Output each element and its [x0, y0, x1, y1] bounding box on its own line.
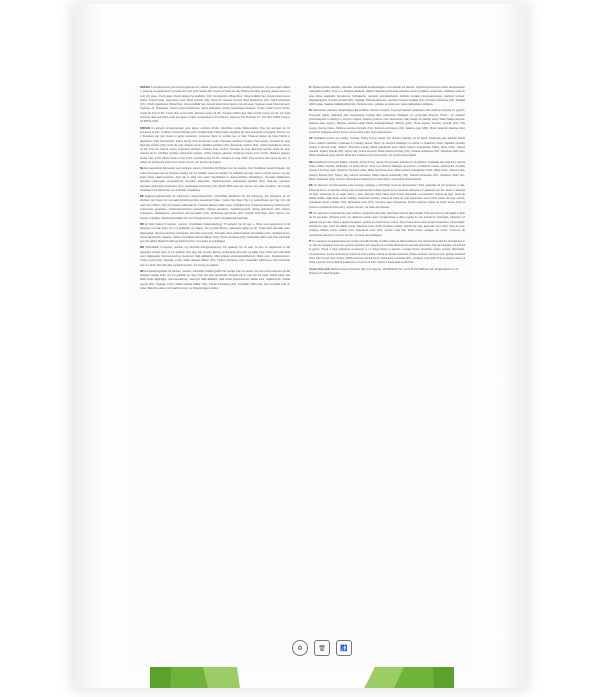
recycle-symbol-icon: ♻: [292, 640, 308, 656]
label-paragraph-pl: [309, 109, 465, 135]
label-paragraph-sk: [309, 161, 465, 182]
label-text: Een aanvullend diervoeder voor konijnen, cavia's, chinchilla's Richtlijnen voor de voeding: Voor huisdieren vanaf 10 weken. Als snack toevoegen aan de normale voeding van uw huisdier. Geef uw huisdier 1-2 traktaties per dag. Voor en na het openen, op een koele droge plaats bewaren. Zorg dat er altijd vers water beschikbaar is. Samenstelling: Tarwebloem, Gemalen alfalfa-hooi, Gemalen gedroogde sint-jansbrood, Gemalen doperwten, Sojabonenmeel, Gedroogde spinazie (4%), Soja-olie, Lijnzaad, Gemalen gedroogde bosbessen (1%), Gedroogde echinacea (1%). Bevat GMO-soja. Kan sporen van noten bevatten. Ten minste houdbaar tot & batchcode: zie onderkant verpakking.: [140, 167, 290, 192]
language-code: SE: [140, 269, 144, 273]
distributor-contact: [309, 268, 465, 277]
label-paragraph-dk: [140, 223, 290, 244]
label-text: Tilskuddsfôr til kaniner, marsvin og chinchilla Fôringsveiledning: For kjæledyr fra 10 uker. Gi som et supplement til ditt kjæledyrs vanlige diett. Gi 1-2 godbiter hver dag. Før og etter åpning: oppbevares på et tørt og kjølig sted. Friskt vann skal alltid være tilgjengelig. Sammensetning: Hvetemel, Malt alfalfahøy, Malt tørkede johannesbrødbønner, Malte erter, Soyabønnemel, Tørket spinat (4%), Soyaolje, Linfrø, Malte tørkede blåbær (1%), Tørket echinacea (1%). Inneholder GMO-soya. Kan inneholde spor av nøtter. Best før-dato og batchnummer: se bunnen av pakken.: [140, 246, 290, 267]
label-paragraph-uk-usa: [140, 86, 290, 125]
label-text: A complementary pet food supplement for rabbits, guinea pigs and chinchillas Feeding Directions: For pets aged 10wks +. Feed as a supplement to complement your pet's regular diet. Feed 1-2 treats per day. Before and after opening please store in a cool, dry place. Fresh water should always be available. (UK) Composition: Wheat flour, Ground alfalfa hay, Ground dried locust beans, Ground peas, Soya bean meal, Dried spinach (4%), Soya oil, Linseed, Ground dried blueberries (1%), Dried echinacea (1%). (USA) Ingredients: Wheat flour, Ground alfalfa hay, Ground dried locust beans, Ground peas, Soybean meal, Dried spinach, Soybean oil, Flaxseeds, Ground dried blueberries, Dried echinacea. (USA) Guaranteed Analysis: Crude protein (min) 12.0%, Crude fat (min) 2.5%, Crude fibre (max) 9.0%, Moisture (max) 12.0%. Contains GMO soya. May contain traces of nuts. For feed business data and batch code see base of pack. Guaranteed in the USA by: Supreme Pet Products Inc, P.O. Box 31452 Tucson, AZ 85751-1452: [140, 86, 290, 124]
label-paragraph-se: [140, 270, 290, 291]
label-paragraph-fi: [309, 86, 465, 107]
label-paragraph-fr-can: [140, 127, 290, 166]
label-paragraph-no: [140, 246, 290, 267]
language-code: SK: [309, 160, 313, 164]
label-text: Et foder tilskud til kaniner, marsvin, chinchillaer Foderveiledning: Til kæledyr fra 10 uger +. Brug som supplement til dit kæledyrs normale foder. Giv 1-2 godbidder om dagen. Før og efter åbning, opbevares køligt og tørt. Friskt vand skal altid være tilgængeligt. Sammensætning: Hvedemel, Formalet lucernehø, Formalet tørret johannesbrød, Formalede ærter, Sojabønnemel, Tørret spinat (4%), Sojaolie, Hørfrø, Formalede tørrede blåbær (1%), Tørret echinacea (1%). Indeholder GMO-soja. Kan indeholde spor af nødder. Bedst før dato og batchnummer: se bunden af emballagen.: [140, 222, 290, 244]
label-paragraph-es: [309, 184, 465, 210]
contact-region: South Africa (ZA): [309, 267, 331, 271]
label-text: Ergänzungsfuttermittel für Kaninchen, Meerschweinchen, Chinchillas Richtlinien für die Fütterung: Für Haustiere ab 10 Wochen. Als Snack zur normalen Ernährung Ihres Haustieres füttern. Geben Sie Ihrem Tier 1-2 Leckerbissen pro Tag. Vor und nach dem Öffnen, kühl und trocken aufbewahren. Frisches Wasser sollte immer verfügbar sein. Zusammensetzung: Weizenmehl, Luzerneheu gemahlen, Johannisbrotschoten gemahlen, Erbsen gemahlen, Sojabohnenmehl, Spinat getrocknet (4%), Sojaöl, Leinsamen, Heidelbeeren getrocknet und gemahlen (1%), Echinacea getrocknet (1%). Enthält GVO-Soja. Kann Spuren von Nüssen enthalten. Mindestens haltbar bis und Chargennummer: siehe Verpackungsunterseite.: [140, 195, 290, 220]
label-text: Kompletteringsfoder för kaniner, marsvin, chinchillor Utfodringsråd: För husdjur från 10 veckor. Ge som ett komplement till ditt husdjurs vanliga foder. Ge 1-2 godbitar per dag. Före och efter öppnandet: förvaras på en sval och torr plats. Färskt vatten ska alltid finnas tillgängligt. Sammansättning: Vetemjöl, Malt alfalfahö, Malt torkat johannesbröd, Malda ärtor, Sojabönmjöl, Torkad spenat (4%), Sojaolja, Linfrö, Malda torkade blåbär (1%), Torkad echinacea (1%). Innehåller GMO-soja. Kan innehålla spår av nötter. Bäst före-datum och batchnummer: se förpackningens botten.: [140, 269, 290, 291]
bin-symbol-icon: 🗑: [314, 640, 330, 656]
language-code: IT: [309, 239, 312, 243]
language-code: FI: [309, 86, 312, 89]
language-code: NL: [140, 167, 144, 171]
label-text: Mieszanka paszowa uzupełniająca dla królików, świnek morskich, szynszyli Sposób podawania: Dla zwierząt powyżej 10 tygodni. Przysmak należy traktować jako uzupełnienie zwykłej diety zwierzęcia. Podawać 1-2 przysmaki dziennie. Przed i po otwarciu przechowywać w chłodnym i suchym miejscu. Zwierzę powinno mieć zapewniony stały dostęp do świeżej wody. Skład: Mąka pszenna, Mielone siano lucerny, Mielone suszone strąki chleba świętojańskiego, Mielony groch, Śruta sojowa, Suszony szpinak (4%), Olej sojowy, Siemię lniane, Mielone suszone borówki (1%), Suszona echinacea (1%). Zawiera soję GMO. Może zawierać śladowe ilości orzechów. Najlepiej spożyć przed i numer partii: patrz spód opakowania.: [309, 109, 466, 134]
label-text: Doplňkové krmivo pro králíky, morčata, činčily Krmný návod: Pro domácí mazlíčky od 10 týdnů. Podávejte jako doplněk běžné stravy vašeho mazlíčka. Podávejte 1-2 kousky denně. Před i po otevření skladujte na suchém a chladném místě. Zajistěte neustálý přístup k čerstvé vodě. Složení: Pšeničná mouka, Mletá vojtěšková sena, Mleté sušené svatojánské chleby, Mletý hrách, Sójová moučka, Sušený špenát (4%), Sójový olej, Lněné semínko, Mleté sušené borůvky (1%), Sušená echinacea (1%). Obsahuje GMO sóju. Může obsahovat stopy ořechů. Minimální trvanlivost do a číslo šarže: viz spodní strana balení.: [309, 137, 465, 158]
label-column-left: [140, 86, 290, 293]
language-code: PL: [309, 109, 313, 113]
label-paragraph-cz: [309, 137, 465, 158]
language-code: CZ: [309, 137, 313, 141]
label-text: Täydennysrehu kaneille, marsuille, chinchilloille Ruokintaohjeet: Lemmikeille 10 viikosta. Täydennysrehuna lemmikin tavanomaisen ruokavalion lisäksi. Anna 1–2 herkkua päivässä. Säilytä viileässä ja kuivassa paikassa ennen ja jälkeen avaamisen. Raikasta vettä on aina oltava saatavilla. Koostumus: Vehnäjauho, Jauhettu sinimailasheinä, Jauhettu kuivattu johanneksenleipä, Jauhetut herneet, Soijapapujauho, Kuivattu pinaatti (4%), Soijaöljy, Pellavansiemenet, Jauhetut kuivatut mustikat (1%), Kuivattu echinacea (1%). Sisältää GMO-soijaa. Saattaa sisältää pähkinöitä. Parasta ennen -päiväys ja eränumero: katso pakkauksen pohjasta.: [309, 86, 465, 107]
language-code: ES: [309, 184, 313, 188]
label-text: Un alimento complementario para conejos, cobayas y chinchillas Guía de alimentación: Para mascotas de 10 semanas o más. Alimente como un sabroso manjar para complementar la dieta regular de su mascota. Alimente 1-2 golosinas por día. Antes y después de abrir, conservar en un lugar fresco y seco. Siempre debe haber agua fresca disponible. Composición: Harina de trigo, Heno de alfalfa molido, Algarrobas secas molidas, Guisantes molidos, Harina de haba de soja, Espinacas secas (4%), Aceite de soja, Linaza, Arándanos secos molidos (1%), Equinácea seca (1%). Contiene soja transgénica. Puede contener trazas de frutos secos. Para el consumo preferente antes del y número de lote: ver base del paquete.: [309, 184, 465, 209]
language-code: UK/USA: [140, 86, 150, 89]
label-text: Doplnkové krmivo pre králiky, morčatá, činčily Krmny návod: Pre domáce zvieratá od 10 týždňov. Podávajte ako doplnok k bežnej strave vášho zvieraťa. Podávajte 1-2 kúsky denne. Pred i po otvorení skladujte na suchom a chladnom mieste. Zabezpečte neustály prístup k čerstvej vode. Zloženie: Pšeničná múka, Mletá lucernová seno, Mleté sušené svätojánsky chlieb, Mletý hrach, Sójová múka, Sušený špenát (4%), Sójový olej, Ľanové semienka, Mleté sušené čučoriedky (1%), Sušená echinacea (1%). Obsahuje GMO sóju. Môže obsahovať stopy orechov. Minimálna trvanlivosť do a číslo šarže: viď spodná strana balenia.: [309, 160, 465, 181]
label-text: Um alimento complementar para coelhos, porquinhos-da-índia, chinchilas Guia de alimentação: Para animais de estimação a partir de 10 semanas. Alimente como um delicioso petisco para complementar a dieta regular do seu animal de estimação. Alimente 1-2 guloseimas por dia. Antes e depois de aberto, guarde em local fresco e seco. Água fresca deve estar sempre disponível. Composição: Farinha de trigo, Feno de alfalfa moído, Alfarroba seca moída, Ervilhas moídas, Farinha de soja, Espinafre seco (4%), Óleo de soja, Linhaça, Mirtilos secos moídos (1%), Equinácea seca (1%). Contém soja GM. Pode conter vestígios de nozes. Consumir de preferência antes de e número de lote: ver base da embalagem.: [309, 212, 465, 237]
language-code: NO: [140, 246, 144, 250]
label-paragraph-nl: [140, 167, 290, 193]
label-paragraph-de: [140, 195, 290, 221]
language-code: DK: [140, 222, 144, 226]
contact-details: Marltons Pets & Products (Pty) Ltd. Reg No. 1971/5634/07 Tel: (+27) 21 812 3000 E-mail: info@marltons.co.za: [330, 267, 459, 271]
label-paragraph-it: [309, 240, 465, 266]
label-column-right: [309, 86, 465, 276]
label-paragraph-pt: [309, 212, 465, 238]
language-code: PT: [309, 212, 313, 216]
packaging-symbols: [292, 640, 352, 656]
country-of-origin: Product of United Kingdom: [309, 271, 340, 275]
label-text: Un aliment complémentaire pour lapins, cochons d'Inde, chinchillas Guide d'alimentation: Pour les animaux de 10 semaines et plus. À utiliser comme friandise pour complémenter l'alimentation régulière de votre animal de compagnie. Donner 1 à 2 friandises par jour. Avant et après ouverture, conserver dans un endroit sec et frais. Toujours laisser de l'eau fraîche à disposition. (FR) Composition: Farine de blé, Foin de luzerne moulu, Caroubes séchées moulues, Pois moulus, Tourteau de soja, Épinards séchés (4%), Huile de soja, Graines de lin, Myrtilles séchées (1%), Échinacée séchée (1%). (CAN) Ingrédients: Farine de blé, Foin de luzerne moulu, Caroubes séchées moulues, Pois moulus, Tourteau de soja, Épinards séchés, Huile de soja, Graines de lin, Myrtilles séchées, Échinacée séchée. (CAN) Analyse garantie: Protéines brutes (min) 12,0%, Matières grasses brutes (min) 2,5%, Fibres brutes (max) 9,0%, Humidité (max) 12,0%. Contient du soja OGM. Peut contenir des traces de noix. À utiliser de préférence avant le et numéro du lot: voir au fond du paquet.: [140, 126, 290, 165]
language-code: DE: [140, 195, 144, 199]
label-text: Un mangime complementare per conigli, porcellini d'India, cincillà Guida per l'alimentazione: Per animali domestici da 10 settimane in su. Dai da mangiare come uno gustoso spuntino per integrare la normale dieta del tuo animale domestico. Dai da mangiare 1-2 dolcetti al giorno. Prima e dopo l'apertura conservare in un luogo fresco e asciutto. L'acqua fresca dovrebbe essere sempre disponibile. Composizione: Farina di frumento, Farina di erba medica, Farina di carrube essiccate, Piselli macinati, Farina di soia, Spinaci essiccati (4%), Olio di soia, Semi di lino, Mirtilli essiccati macinati (1%), Echinacea essiccata (1%). Contiene soia OGM. Può contenere tracce di frutta a guscio. Per la data di scadenza e il numero di lotto: vedere il fondo della confezione.: [309, 239, 465, 265]
tidyman-symbol-icon: 🚮: [336, 640, 352, 656]
language-code: FR/CAN: [140, 126, 150, 130]
